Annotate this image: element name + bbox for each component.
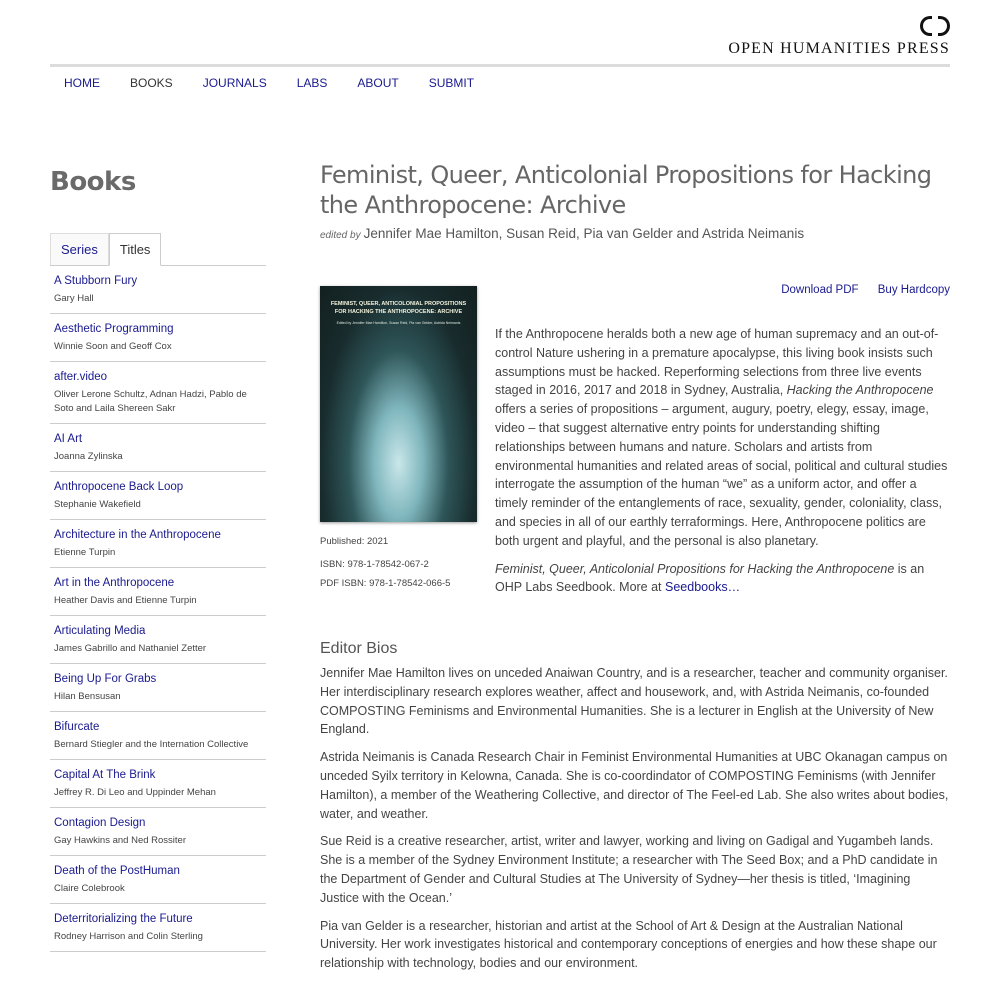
book-list-item — [50, 808, 266, 856]
header-divider — [50, 64, 950, 67]
book-title-link[interactable]: A Stubborn Fury — [54, 275, 138, 287]
book-authors: James Gabrillo and Nathaniel Zetter — [54, 643, 207, 654]
book-list-item — [50, 856, 266, 904]
book-list-item — [50, 424, 266, 472]
bio-paragraph: Astrida Neimanis is Canada Research Chair in Feminist Environmental Humanities at UBC Okanagan campus on unceded Syilx territory in Kelowna, Canada. She is co-coordindator of COMPOSTING Feminisms (with Jennifer Hamilton), a member of the Weathering Collective, and director of The Feel-ed Lab. She also writes about bodies, water, and weather. — [320, 750, 949, 821]
editors-names: Jennifer Mae Hamilton, Susan Reid, Pia van Gelder and Astrida Neimanis — [363, 226, 805, 241]
seedbooks-link[interactable]: Seedbooks… — [665, 580, 741, 595]
nav-labs[interactable]: LABS — [296, 76, 328, 90]
book-authors: Bernard Stiegler and the Internation Collective — [54, 739, 249, 750]
description-text-rest: offers a series of propositions – argument, augury, poetry, elegy, essay, image, video – that suggest alternative entry points for understanding shifting relationships between humans and nature. Scholars and artists from environmental humanities and related areas of social, political and cultural studies interrogate the assumption of the human “we” as a uniform actor, and offer a timely reminder of the entanglements of race, sexuality, gender, coloniality, class, and species in all of our earthly terraformings. Here, Anthropocene politics are both urgent and playful, and the personal is also planetary. — [495, 402, 948, 548]
book-list-item — [50, 616, 266, 664]
book-title-link[interactable]: Contagion Design — [54, 817, 146, 829]
sidebar-tabs — [50, 233, 266, 266]
cover-title: FEMINIST, QUEER, ANTICOLONIAL PROPOSITIONS FOR HACKING THE ANTHROPOCENE: ARCHIVE — [330, 301, 467, 315]
seedbook-text: is an OHP Labs Seedbook. More at — [495, 561, 925, 595]
bio-paragraph: Pia van Gelder is a researcher, historian and artist at the School of Art & Design at the Australian National University. Her work investigates historical and contemporary conceptions of energies and how these shape our relationship with technology, bodies and our environment. — [320, 918, 937, 971]
description-paragraph — [495, 325, 950, 551]
pdf-isbn: PDF ISBN: 978-1-78542-066-5 — [320, 578, 451, 589]
nav-books[interactable]: BOOKS — [130, 76, 173, 90]
book-title-link[interactable]: Articulating Media — [54, 625, 146, 637]
book-authors: Claire Colebrook — [54, 883, 125, 894]
description-text: If the Anthropocene heralds both a new age of human supremacy and an out-of-control Nature ushering in a premature apocalypse, this living book insists such assumptions must be hacked. Reperforming selections from three live events staged in 2016, 2017 and 2018 in Sydney, Australia, — [495, 327, 939, 398]
book-list-item — [50, 314, 266, 362]
book-meta — [320, 532, 450, 593]
logo-brackets-icon — [920, 14, 950, 40]
book-title-link[interactable]: Anthropocene Back Loop — [54, 481, 184, 493]
isbn: ISBN: 978-1-78542-067-2 — [320, 559, 429, 570]
book-title-link[interactable]: Art in the Anthropocene — [54, 577, 175, 589]
book-list-item — [50, 520, 266, 568]
book-authors: Gary Hall — [54, 293, 94, 304]
book-description — [495, 325, 950, 606]
book-authors: Rodney Harrison and Colin Sterling — [54, 931, 203, 942]
book-list-item — [50, 760, 266, 808]
tab-series[interactable]: Series — [50, 233, 109, 265]
book-cover-image — [320, 286, 477, 522]
book-actions — [765, 284, 950, 296]
book-authors: Jeffrey R. Di Leo and Uppinder Mehan — [54, 787, 216, 798]
buy-hardcopy-link[interactable]: Buy Hardcopy — [877, 284, 950, 296]
seedbook-paragraph — [495, 560, 950, 598]
nav-journals[interactable]: JOURNALS — [202, 76, 267, 90]
book-title-link[interactable]: Death of the PostHuman — [54, 865, 180, 877]
tab-titles[interactable]: Titles — [109, 233, 162, 266]
logo-text: OPEN HUMANITIES PRESS — [728, 40, 950, 57]
description-italic: Hacking the Anthropocene — [786, 383, 934, 398]
book-title-link[interactable]: Being Up For Grabs — [54, 673, 157, 685]
book-list-item — [50, 904, 266, 952]
editor-bios — [320, 640, 950, 982]
bio-paragraph: Jennifer Mae Hamilton lives on unceded Anaiwan Country, and is a researcher, teacher and community organiser. Her interdisciplinary research explores weather, affect and housework, and, with Astrida Neimanis, co-founded COMPOSTING Feminisms and Environmental Humanities. She is a lecturer in English at the University of New England. — [320, 666, 948, 737]
book-editors — [320, 226, 950, 241]
download-pdf-link[interactable]: Download PDF — [781, 284, 859, 296]
seedbook-title: Feminist, Queer, Anticolonial Propositions for Hacking the Anthropocene — [495, 561, 895, 576]
bios-heading: Editor Bios — [320, 640, 398, 657]
bio-paragraph: Sue Reid is a creative researcher, artist, writer and lawyer, working and living on Gadigal and Yugambeh lands. She is a member of the Sydney Environment Institute; a researcher with The Seed Box; and a PhD candidate in the Department of Gender and Cultural Studies at The University of Sydney—her thesis is titled, ‘Imagining Justice with the Ocean.’ — [320, 834, 938, 905]
book-authors: Heather Davis and Etienne Turpin — [54, 595, 197, 606]
site-logo[interactable] — [728, 14, 950, 58]
book-title-link[interactable]: Architecture in the Anthropocene — [54, 529, 221, 541]
book-list-item — [50, 362, 266, 424]
nav-home[interactable]: HOME — [64, 76, 100, 90]
book-title-link[interactable]: Aesthetic Programming — [54, 323, 174, 335]
published-date: Published: 2021 — [320, 536, 389, 547]
book-list — [50, 266, 266, 952]
book-title-link[interactable]: Bifurcate — [54, 721, 100, 733]
sidebar — [50, 165, 266, 952]
cover-editors: Edited by Jennifer Mae Hamilton, Susan Reid, Pia van Gelder, Astrida Neimanis — [336, 321, 461, 325]
book-list-item — [50, 712, 266, 760]
book-list-item — [50, 472, 266, 520]
book-list-item — [50, 568, 266, 616]
book-authors: Winnie Soon and Geoff Cox — [54, 341, 172, 352]
book-authors: Oliver Lerone Schultz, Adnan Hadzi, Pablo de Soto and Laila Shereen Sakr — [54, 389, 247, 414]
book-detail — [320, 160, 950, 971]
book-list-item — [50, 664, 266, 712]
book-title-link[interactable]: Capital At The Brink — [54, 769, 156, 781]
book-authors: Gay Hawkins and Ned Rossiter — [54, 835, 186, 846]
book-title-link[interactable]: after.video — [54, 371, 108, 383]
nav-about[interactable]: ABOUT — [357, 76, 399, 90]
edited-by-label: edited by — [320, 230, 361, 241]
main-nav — [64, 76, 504, 90]
book-authors: Hilan Bensusan — [54, 691, 121, 702]
nav-submit[interactable]: SUBMIT — [428, 76, 475, 90]
book-title-link[interactable]: AI Art — [54, 433, 83, 445]
book-authors: Etienne Turpin — [54, 547, 116, 558]
book-list-item — [50, 266, 266, 314]
book-title: Feminist, Queer, Anticolonial Propositions for Hacking the Anthropocene: Archive — [320, 161, 932, 219]
sidebar-heading: Books — [50, 167, 136, 197]
book-authors: Joanna Zylinska — [54, 451, 123, 462]
book-authors: Stephanie Wakefield — [54, 499, 141, 510]
book-title-link[interactable]: Deterritorializing the Future — [54, 913, 193, 925]
